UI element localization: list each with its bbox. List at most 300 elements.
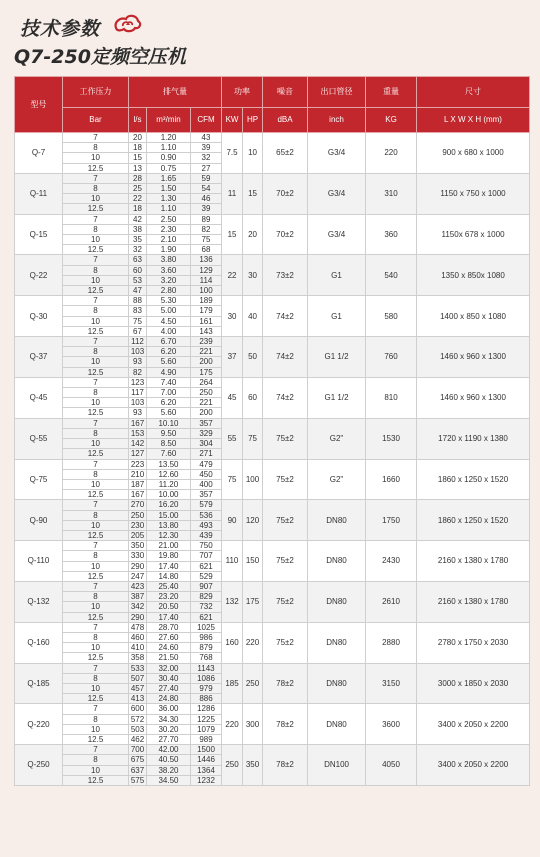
unit-kg: KG — [366, 108, 417, 133]
flow-cfm-cell: 329 — [191, 428, 222, 438]
power-kw-cell: 250 — [222, 745, 243, 786]
flow-ls-cell: 13 — [129, 163, 147, 173]
flow-ls-cell: 28 — [129, 173, 147, 183]
flow-m3min-cell: 30.20 — [147, 724, 191, 734]
size-cell: 1460 x 960 x 1300 — [417, 337, 530, 378]
flow-m3min-cell: 21.50 — [147, 653, 191, 663]
flow-cfm-cell: 239 — [191, 337, 222, 347]
pressure-cell: 12.5 — [63, 775, 129, 785]
flow-ls-cell: 223 — [129, 459, 147, 469]
flow-m3min-cell: 4.00 — [147, 326, 191, 336]
outlet-cell: G1 — [308, 296, 366, 337]
flow-m3min-cell: 1.10 — [147, 143, 191, 153]
flow-m3min-cell: 6.20 — [147, 398, 191, 408]
flow-m3min-cell: 1.30 — [147, 194, 191, 204]
flow-cfm-cell: 621 — [191, 612, 222, 622]
flow-ls-cell: 88 — [129, 296, 147, 306]
flow-ls-cell: 230 — [129, 520, 147, 530]
pressure-cell: 12.5 — [63, 326, 129, 336]
outlet-cell: G1 1/2 — [308, 377, 366, 418]
pressure-cell: 10 — [63, 520, 129, 530]
flow-cfm-cell: 829 — [191, 592, 222, 602]
flow-m3min-cell: 24.80 — [147, 694, 191, 704]
flow-cfm-cell: 768 — [191, 653, 222, 663]
pressure-cell: 8 — [63, 347, 129, 357]
flow-m3min-cell: 3.80 — [147, 255, 191, 265]
flow-ls-cell: 15 — [129, 153, 147, 163]
flow-cfm-cell: 732 — [191, 602, 222, 612]
power-kw-cell: 7.5 — [222, 133, 243, 174]
outlet-cell: G1 — [308, 255, 366, 296]
flow-m3min-cell: 13.50 — [147, 459, 191, 469]
pressure-cell: 12.5 — [63, 734, 129, 744]
model-cell: Q-250 — [15, 745, 63, 786]
flow-ls-cell: 700 — [129, 745, 147, 755]
flow-ls-cell: 210 — [129, 469, 147, 479]
pressure-cell: 8 — [63, 224, 129, 234]
pressure-cell: 8 — [63, 388, 129, 398]
power-hp-cell: 20 — [243, 214, 263, 255]
flow-m3min-cell: 1.20 — [147, 133, 191, 143]
model-cell: Q-30 — [15, 296, 63, 337]
flow-ls-cell: 93 — [129, 408, 147, 418]
unit-hp: HP — [243, 108, 263, 133]
weight-cell: 3600 — [366, 704, 417, 745]
model-cell: Q-132 — [15, 581, 63, 622]
pressure-cell: 7 — [63, 418, 129, 428]
power-kw-cell: 55 — [222, 418, 243, 459]
flow-cfm-cell: 479 — [191, 459, 222, 469]
noise-cell: 78±2 — [263, 663, 308, 704]
pressure-cell: 7 — [63, 133, 129, 143]
pressure-cell: 12.5 — [63, 245, 129, 255]
flow-cfm-cell: 979 — [191, 683, 222, 693]
table-row — [15, 663, 530, 673]
noise-cell: 74±2 — [263, 296, 308, 337]
flow-cfm-cell: 886 — [191, 694, 222, 704]
flow-cfm-cell: 264 — [191, 377, 222, 387]
flow-ls-cell: 60 — [129, 265, 147, 275]
noise-cell: 75±2 — [263, 541, 308, 582]
flow-cfm-cell: 89 — [191, 214, 222, 224]
flow-m3min-cell: 5.60 — [147, 408, 191, 418]
flow-ls-cell: 93 — [129, 357, 147, 367]
flow-ls-cell: 342 — [129, 602, 147, 612]
pressure-cell: 10 — [63, 561, 129, 571]
pressure-cell: 12.5 — [63, 367, 129, 377]
model-cell: Q-37 — [15, 337, 63, 378]
power-hp-cell: 60 — [243, 377, 263, 418]
weight-cell: 540 — [366, 255, 417, 296]
flow-m3min-cell: 34.30 — [147, 714, 191, 724]
power-hp-cell: 30 — [243, 255, 263, 296]
flow-cfm-cell: 129 — [191, 265, 222, 275]
flow-ls-cell: 507 — [129, 673, 147, 683]
flow-cfm-cell: 27 — [191, 163, 222, 173]
pressure-cell: 8 — [63, 469, 129, 479]
table-row — [15, 418, 530, 428]
power-kw-cell: 185 — [222, 663, 243, 704]
pressure-cell: 12.5 — [63, 204, 129, 214]
pressure-cell: 8 — [63, 673, 129, 683]
size-cell: 3400 x 2050 x 2200 — [417, 704, 530, 745]
flow-ls-cell: 205 — [129, 530, 147, 540]
flow-cfm-cell: 304 — [191, 439, 222, 449]
flow-ls-cell: 290 — [129, 612, 147, 622]
unit-size: L X W X H (mm) — [417, 108, 530, 133]
flow-m3min-cell: 27.40 — [147, 683, 191, 693]
pressure-cell: 12.5 — [63, 694, 129, 704]
flow-cfm-cell: 621 — [191, 561, 222, 571]
flow-ls-cell: 83 — [129, 306, 147, 316]
outlet-cell: G3/4 — [308, 133, 366, 174]
pressure-cell: 10 — [63, 357, 129, 367]
table-row — [15, 337, 530, 347]
flow-cfm-cell: 1286 — [191, 704, 222, 714]
flow-ls-cell: 533 — [129, 663, 147, 673]
flow-m3min-cell: 42.00 — [147, 745, 191, 755]
flow-m3min-cell: 21.00 — [147, 541, 191, 551]
noise-cell: 75±2 — [263, 459, 308, 500]
flow-ls-cell: 637 — [129, 765, 147, 775]
model-cell: Q-11 — [15, 173, 63, 214]
table-row — [15, 133, 530, 143]
flow-m3min-cell: 6.20 — [147, 347, 191, 357]
power-hp-cell: 100 — [243, 459, 263, 500]
flow-m3min-cell: 11.20 — [147, 479, 191, 489]
power-kw-cell: 37 — [222, 337, 243, 378]
pressure-cell: 7 — [63, 377, 129, 387]
weight-cell: 760 — [366, 337, 417, 378]
size-cell: 900 x 680 x 1000 — [417, 133, 530, 174]
pressure-cell: 10 — [63, 235, 129, 245]
power-hp-cell: 15 — [243, 173, 263, 214]
outlet-cell: G1 1/2 — [308, 337, 366, 378]
flow-cfm-cell: 529 — [191, 571, 222, 581]
flow-ls-cell: 387 — [129, 592, 147, 602]
outlet-cell: G2" — [308, 459, 366, 500]
flow-cfm-cell: 200 — [191, 408, 222, 418]
flow-ls-cell: 32 — [129, 245, 147, 255]
flow-ls-cell: 35 — [129, 235, 147, 245]
flow-ls-cell: 18 — [129, 143, 147, 153]
flow-m3min-cell: 12.30 — [147, 530, 191, 540]
flow-cfm-cell: 221 — [191, 347, 222, 357]
power-kw-cell: 15 — [222, 214, 243, 255]
table-row — [15, 581, 530, 591]
flow-m3min-cell: 30.40 — [147, 673, 191, 683]
power-kw-cell: 110 — [222, 541, 243, 582]
header-size: 尺寸 — [417, 77, 530, 108]
noise-cell: 70±2 — [263, 214, 308, 255]
pressure-cell: 8 — [63, 510, 129, 520]
power-kw-cell: 22 — [222, 255, 243, 296]
model-cell: Q-7 — [15, 133, 63, 174]
pressure-cell: 12.5 — [63, 571, 129, 581]
flow-cfm-cell: 179 — [191, 306, 222, 316]
pressure-cell: 7 — [63, 622, 129, 632]
size-cell: 2160 x 1380 x 1780 — [417, 541, 530, 582]
flow-m3min-cell: 0.90 — [147, 153, 191, 163]
unit-bar: Bar — [63, 108, 129, 133]
flow-m3min-cell: 1.10 — [147, 204, 191, 214]
weight-cell: 810 — [366, 377, 417, 418]
flow-cfm-cell: 221 — [191, 398, 222, 408]
pressure-cell: 8 — [63, 143, 129, 153]
header-weight: 重量 — [366, 77, 417, 108]
weight-cell: 1750 — [366, 500, 417, 541]
model-cell: Q-90 — [15, 500, 63, 541]
flow-ls-cell: 22 — [129, 194, 147, 204]
flow-cfm-cell: 250 — [191, 388, 222, 398]
flow-cfm-cell: 32 — [191, 153, 222, 163]
section-title: 技术参数 — [20, 18, 101, 40]
weight-cell: 3150 — [366, 663, 417, 704]
flow-ls-cell: 67 — [129, 326, 147, 336]
flow-ls-cell: 600 — [129, 704, 147, 714]
flow-ls-cell: 42 — [129, 214, 147, 224]
model-cell: Q-220 — [15, 704, 63, 745]
power-hp-cell: 75 — [243, 418, 263, 459]
pressure-cell: 8 — [63, 551, 129, 561]
model-cell: Q-45 — [15, 377, 63, 418]
weight-cell: 2610 — [366, 581, 417, 622]
flow-cfm-cell: 136 — [191, 255, 222, 265]
flow-ls-cell: 25 — [129, 184, 147, 194]
flow-cfm-cell: 1500 — [191, 745, 222, 755]
product-title: Q7-250定频空压机 — [14, 46, 186, 68]
flow-ls-cell: 103 — [129, 347, 147, 357]
flow-cfm-cell: 1086 — [191, 673, 222, 683]
size-cell: 3000 x 1850 x 2030 — [417, 663, 530, 704]
flow-cfm-cell: 439 — [191, 530, 222, 540]
pressure-cell: 7 — [63, 296, 129, 306]
flow-m3min-cell: 13.80 — [147, 520, 191, 530]
flow-m3min-cell: 2.80 — [147, 286, 191, 296]
spec-table-body — [15, 133, 530, 786]
pressure-cell: 12.5 — [63, 449, 129, 459]
flow-cfm-cell: 1143 — [191, 663, 222, 673]
unit-m3min: m³/min — [147, 108, 191, 133]
size-cell: 3400 x 2050 x 2200 — [417, 745, 530, 786]
pressure-cell: 8 — [63, 755, 129, 765]
header-outlet: 出口管径 — [308, 77, 366, 108]
flow-cfm-cell: 986 — [191, 632, 222, 642]
pressure-cell: 7 — [63, 704, 129, 714]
flow-cfm-cell: 114 — [191, 275, 222, 285]
table-row — [15, 173, 530, 183]
flow-ls-cell: 127 — [129, 449, 147, 459]
pressure-cell: 8 — [63, 632, 129, 642]
pressure-cell: 10 — [63, 602, 129, 612]
flow-m3min-cell: 3.60 — [147, 265, 191, 275]
flow-cfm-cell: 1079 — [191, 724, 222, 734]
pressure-cell: 10 — [63, 194, 129, 204]
flow-m3min-cell: 2.10 — [147, 235, 191, 245]
weight-cell: 220 — [366, 133, 417, 174]
power-hp-cell: 175 — [243, 581, 263, 622]
pressure-cell: 7 — [63, 541, 129, 551]
flow-m3min-cell: 10.00 — [147, 490, 191, 500]
flow-m3min-cell: 6.70 — [147, 337, 191, 347]
flow-m3min-cell: 8.50 — [147, 439, 191, 449]
flow-m3min-cell: 7.00 — [147, 388, 191, 398]
power-hp-cell: 50 — [243, 337, 263, 378]
flow-m3min-cell: 4.50 — [147, 316, 191, 326]
header-noise: 噪音 — [263, 77, 308, 108]
noise-cell: 73±2 — [263, 255, 308, 296]
header-power: 功率 — [222, 77, 263, 108]
pressure-cell: 10 — [63, 683, 129, 693]
power-hp-cell: 220 — [243, 622, 263, 663]
outlet-cell: DN100 — [308, 745, 366, 786]
size-cell: 2780 x 1750 x 2030 — [417, 622, 530, 663]
weight-cell: 580 — [366, 296, 417, 337]
power-kw-cell: 11 — [222, 173, 243, 214]
flow-ls-cell: 75 — [129, 316, 147, 326]
pressure-cell: 12.5 — [63, 163, 129, 173]
flow-ls-cell: 478 — [129, 622, 147, 632]
table-row — [15, 255, 530, 265]
flow-m3min-cell: 1.65 — [147, 173, 191, 183]
pressure-cell: 8 — [63, 428, 129, 438]
flow-ls-cell: 18 — [129, 204, 147, 214]
size-cell: 1400 x 850 x 1080 — [417, 296, 530, 337]
flow-ls-cell: 47 — [129, 286, 147, 296]
flow-ls-cell: 413 — [129, 694, 147, 704]
power-kw-cell: 220 — [222, 704, 243, 745]
flow-cfm-cell: 200 — [191, 357, 222, 367]
pressure-cell: 7 — [63, 663, 129, 673]
flow-m3min-cell: 19.80 — [147, 551, 191, 561]
flow-cfm-cell: 68 — [191, 245, 222, 255]
flow-ls-cell: 457 — [129, 683, 147, 693]
table-row — [15, 541, 530, 551]
spec-table — [14, 76, 530, 786]
flow-cfm-cell: 143 — [191, 326, 222, 336]
noise-cell: 75±2 — [263, 418, 308, 459]
pressure-cell: 10 — [63, 275, 129, 285]
flow-cfm-cell: 43 — [191, 133, 222, 143]
pressure-cell: 10 — [63, 439, 129, 449]
power-kw-cell: 75 — [222, 459, 243, 500]
flow-ls-cell: 410 — [129, 643, 147, 653]
flow-cfm-cell: 750 — [191, 541, 222, 551]
model-cell: Q-22 — [15, 255, 63, 296]
flow-ls-cell: 63 — [129, 255, 147, 265]
flow-m3min-cell: 27.60 — [147, 632, 191, 642]
outlet-cell: DN80 — [308, 500, 366, 541]
flow-cfm-cell: 707 — [191, 551, 222, 561]
flow-ls-cell: 167 — [129, 418, 147, 428]
size-cell: 1720 x 1190 x 1380 — [417, 418, 530, 459]
pressure-cell: 7 — [63, 255, 129, 265]
flow-ls-cell: 167 — [129, 490, 147, 500]
flow-ls-cell: 103 — [129, 398, 147, 408]
noise-cell: 74±2 — [263, 337, 308, 378]
flow-cfm-cell: 175 — [191, 367, 222, 377]
weight-cell: 2880 — [366, 622, 417, 663]
noise-cell: 75±2 — [263, 500, 308, 541]
unit-cfm: CFM — [191, 108, 222, 133]
unit-kw: KW — [222, 108, 243, 133]
power-hp-cell: 40 — [243, 296, 263, 337]
flow-m3min-cell: 7.60 — [147, 449, 191, 459]
pressure-cell: 10 — [63, 724, 129, 734]
table-row — [15, 459, 530, 469]
flow-ls-cell: 82 — [129, 367, 147, 377]
flow-ls-cell: 460 — [129, 632, 147, 642]
flow-ls-cell: 503 — [129, 724, 147, 734]
model-cell: Q-185 — [15, 663, 63, 704]
outlet-cell: DN80 — [308, 541, 366, 582]
power-hp-cell: 250 — [243, 663, 263, 704]
pressure-cell: 7 — [63, 745, 129, 755]
outlet-cell: DN80 — [308, 581, 366, 622]
flow-m3min-cell: 3.20 — [147, 275, 191, 285]
size-cell: 2160 x 1380 x 1780 — [417, 581, 530, 622]
pressure-cell: 7 — [63, 337, 129, 347]
flow-m3min-cell: 4.90 — [147, 367, 191, 377]
unit-dba: dBA — [263, 108, 308, 133]
cloud-logo-icon — [112, 12, 142, 38]
flow-cfm-cell: 100 — [191, 286, 222, 296]
flow-m3min-cell: 20.50 — [147, 602, 191, 612]
weight-cell: 1660 — [366, 459, 417, 500]
flow-cfm-cell: 989 — [191, 734, 222, 744]
pressure-cell: 7 — [63, 214, 129, 224]
size-cell: 1860 x 1250 x 1520 — [417, 500, 530, 541]
noise-cell: 70±2 — [263, 173, 308, 214]
power-kw-cell: 160 — [222, 622, 243, 663]
power-hp-cell: 10 — [243, 133, 263, 174]
model-cell: Q-15 — [15, 214, 63, 255]
flow-ls-cell: 462 — [129, 734, 147, 744]
flow-ls-cell: 572 — [129, 714, 147, 724]
flow-m3min-cell: 9.50 — [147, 428, 191, 438]
size-cell: 1350 x 850x 1080 — [417, 255, 530, 296]
size-cell: 1150 x 750 x 1000 — [417, 173, 530, 214]
flow-m3min-cell: 24.60 — [147, 643, 191, 653]
flow-cfm-cell: 1232 — [191, 775, 222, 785]
pressure-cell: 7 — [63, 173, 129, 183]
flow-m3min-cell: 5.00 — [147, 306, 191, 316]
noise-cell: 65±2 — [263, 133, 308, 174]
flow-ls-cell: 187 — [129, 479, 147, 489]
pressure-cell: 10 — [63, 479, 129, 489]
flow-m3min-cell: 23.20 — [147, 592, 191, 602]
pressure-cell: 10 — [63, 316, 129, 326]
flow-cfm-cell: 357 — [191, 418, 222, 428]
pressure-cell: 8 — [63, 714, 129, 724]
flow-cfm-cell: 59 — [191, 173, 222, 183]
flow-cfm-cell: 357 — [191, 490, 222, 500]
flow-cfm-cell: 879 — [191, 643, 222, 653]
model-cell: Q-160 — [15, 622, 63, 663]
flow-m3min-cell: 2.30 — [147, 224, 191, 234]
flow-ls-cell: 270 — [129, 500, 147, 510]
flow-m3min-cell: 27.70 — [147, 734, 191, 744]
pressure-cell: 8 — [63, 306, 129, 316]
power-kw-cell: 30 — [222, 296, 243, 337]
flow-m3min-cell: 32.00 — [147, 663, 191, 673]
weight-cell: 310 — [366, 173, 417, 214]
flow-cfm-cell: 493 — [191, 520, 222, 530]
flow-cfm-cell: 271 — [191, 449, 222, 459]
unit-inch: inch — [308, 108, 366, 133]
flow-cfm-cell: 54 — [191, 184, 222, 194]
flow-cfm-cell: 1225 — [191, 714, 222, 724]
